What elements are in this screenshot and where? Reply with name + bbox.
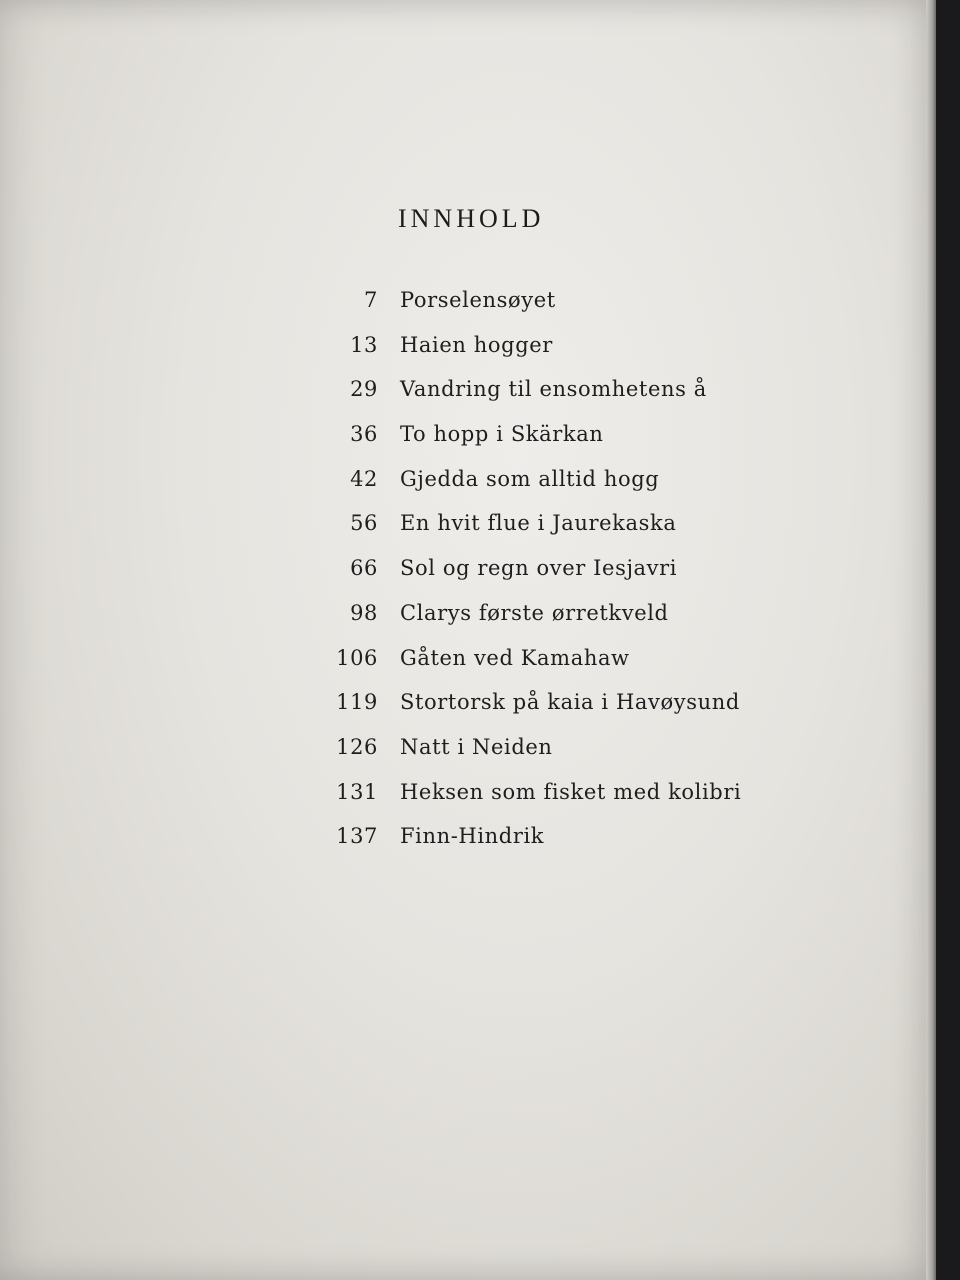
toc-entry	[300, 556, 820, 601]
toc-page-number: 56	[350, 511, 378, 536]
toc-entry	[300, 467, 820, 512]
toc-title: Stortorsk på kaia i Havøysund	[400, 690, 740, 715]
toc-page-number: 42	[350, 466, 378, 491]
toc-page-number: 29	[350, 377, 378, 402]
toc-page-number: 66	[350, 556, 378, 581]
toc-title: Haien hogger	[400, 332, 553, 357]
toc-page-number: 7	[364, 288, 378, 312]
toc-title: Sol og regn over Iesjavri	[400, 556, 678, 581]
toc-title: Vandring til ensomhetens å	[400, 377, 707, 402]
toc-page-number: 126	[336, 734, 378, 759]
toc-page-number: 137	[336, 824, 378, 849]
toc-title: En hvit flue i Jaurekaska	[400, 511, 677, 536]
toc-entry	[300, 690, 820, 735]
toc-title: Gjedda som alltid hogg	[400, 466, 660, 491]
toc-entry	[300, 780, 820, 825]
toc-entry	[300, 511, 820, 556]
toc-page-number: 131	[336, 779, 378, 804]
toc-entry	[300, 377, 820, 422]
table-of-contents	[300, 288, 820, 869]
toc-page-number: 98	[350, 600, 378, 625]
toc-entry	[300, 288, 820, 333]
page-edge	[926, 0, 936, 1280]
contents-heading: INNHOLD	[398, 204, 545, 233]
toc-entry	[300, 422, 820, 467]
toc-title: Natt i Neiden	[400, 734, 553, 759]
toc-entry	[300, 735, 820, 780]
toc-title: Gåten ved Kamahaw	[400, 645, 630, 670]
toc-entry	[300, 601, 820, 646]
toc-entry	[300, 824, 820, 869]
toc-page-number: 119	[336, 690, 378, 715]
toc-title: To hopp i Skärkan	[400, 422, 604, 447]
toc-entry	[300, 333, 820, 378]
toc-title: Finn-Hindrik	[400, 824, 545, 849]
toc-page-number: 106	[336, 645, 378, 670]
toc-title: Heksen som fisket med kolibri	[400, 779, 742, 804]
toc-page-number: 36	[350, 422, 378, 447]
toc-entry	[300, 646, 820, 691]
toc-title: Porselensøyet	[400, 288, 556, 312]
toc-page-number: 13	[350, 332, 378, 357]
toc-title: Clarys første ørretkveld	[400, 600, 669, 625]
